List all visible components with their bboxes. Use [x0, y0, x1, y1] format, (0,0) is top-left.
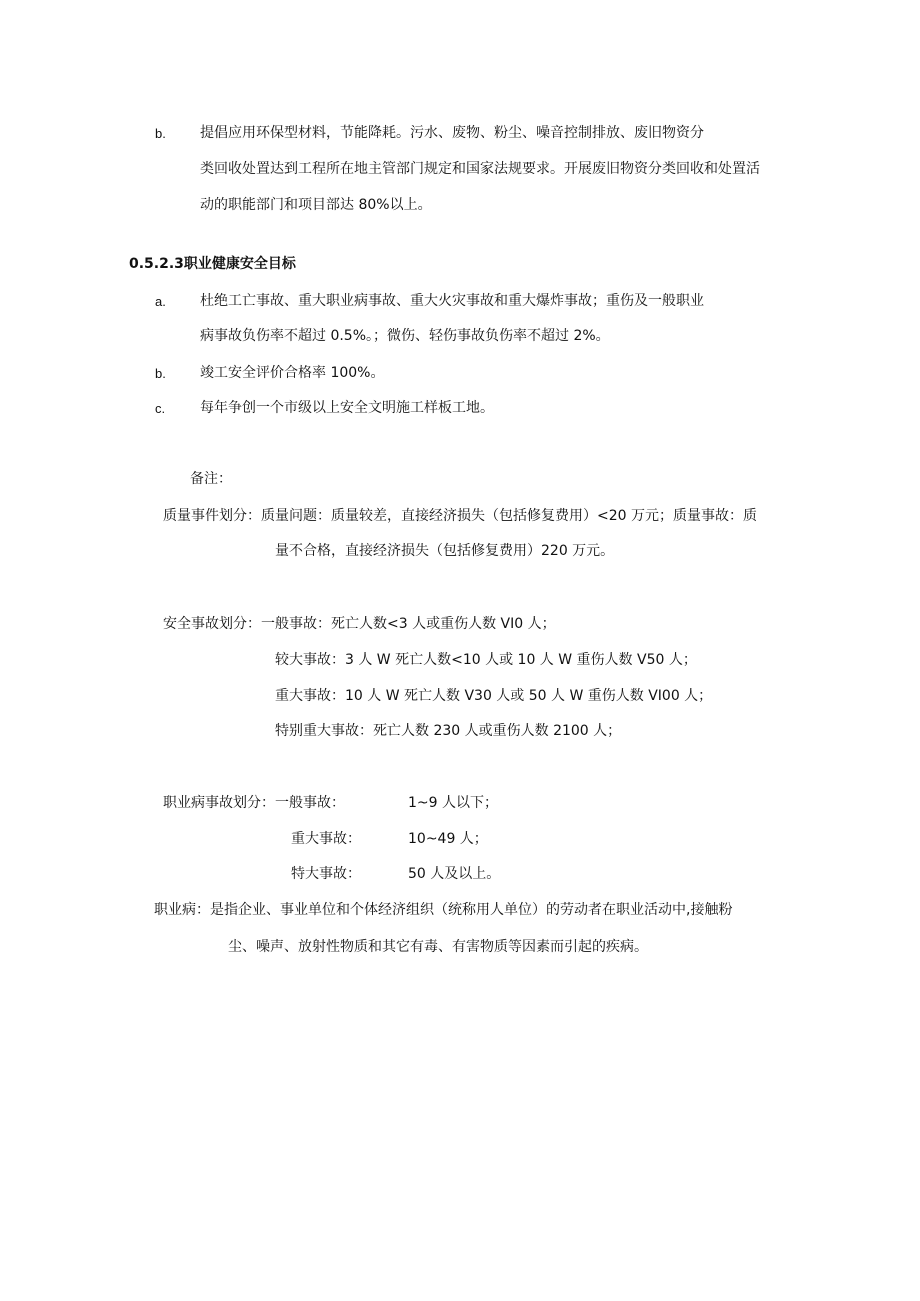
env-item-b-line3: 动的职能部门和项目部达 80%以上。 [200, 197, 432, 213]
safety-division-line4: 特别重大事故：死亡人数 230 人或重伤人数 2100 人； [275, 723, 622, 739]
env-item-b-marker: b. [155, 126, 166, 141]
occupational-division-label: 职业病事故划分：一般事故： [163, 795, 345, 811]
ohs-item-a-line1: 杜绝工亡事故、重大职业病事故、重大火灾事故和重大爆炸事故；重伤及一般职业 [200, 293, 704, 309]
ohs-item-a-line2: 病事故负伤率不超过 0.5%。；微伤、轻伤事故负伤率不超过 2%。 [200, 328, 610, 344]
definition-line2: 尘、噪声、放射性物质和其它有毒、有害物质等因素而引起的疾病。 [228, 939, 648, 955]
env-item-b-line2: 类回收处置达到工程所在地主管部门规定和国家法规要求。开展废旧物资分类回收和处置活 [200, 161, 760, 177]
env-item-b-line1: 提倡应用环保型材料，节能降耗。污水、废物、粉尘、噪音控制排放、废旧物资分 [200, 125, 704, 141]
occupational-major-label: 重大事故： [291, 831, 361, 847]
ohs-item-c-text: 每年争创一个市级以上安全文明施工样板工地。 [200, 400, 494, 416]
quality-division-line2: 量不合格，直接经济损失（包括修复费用）220 万元。 [275, 543, 615, 559]
safety-division-line1: 安全事故划分：一般事故：死亡人数<3 人或重伤人数 VI0 人； [163, 616, 556, 632]
occupational-major-value: 10~49 人； [408, 831, 488, 847]
safety-division-line2: 较大事故：3 人 W 死亡人数<10 人或 10 人 W 重伤人数 V50 人； [275, 652, 697, 668]
notes-label: 备注： [190, 471, 232, 487]
ohs-heading: 0.5.2.3职业健康安全目标 [129, 256, 296, 272]
quality-division-line1: 质量事件划分：质量问题：质量较差，直接经济损失（包括修复费用）<20 万元；质量事故：质 [163, 508, 757, 524]
ohs-item-b-text: 竣工安全评价合格率 100%。 [200, 365, 385, 381]
ohs-item-c-marker: c. [155, 401, 166, 416]
safety-division-line3: 重大事故：10 人 W 死亡人数 V30 人或 50 人 W 重伤人数 VI00 人； [275, 688, 713, 704]
definition-line1: 职业病：是指企业、事业单位和个体经济组织（统称用人单位）的劳动者在职业活动中,接触粉 [154, 902, 733, 918]
occupational-extra-label: 特大事故： [291, 866, 361, 882]
occupational-general-value: 1~9 人以下； [408, 795, 498, 811]
occupational-extra-value: 50 人及以上。 [408, 866, 501, 882]
ohs-item-a-marker: a. [155, 294, 166, 309]
ohs-item-b-marker: b. [155, 366, 166, 381]
